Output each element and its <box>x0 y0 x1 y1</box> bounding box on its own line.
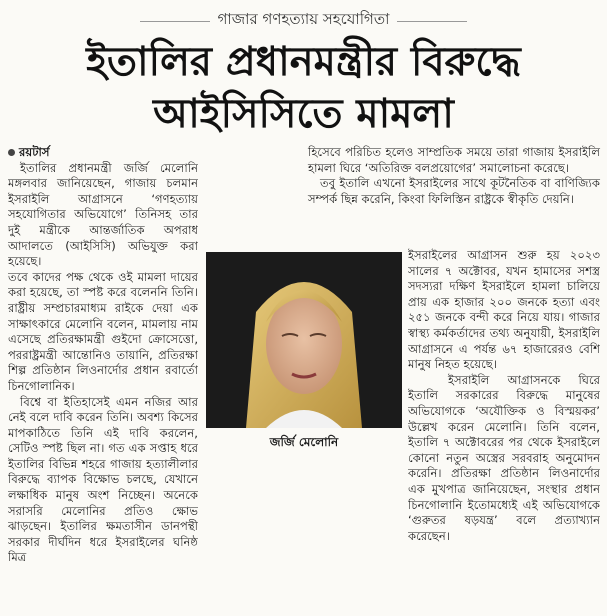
paragraph: বিশ্বে বা ইতিহাসেই এমন নজির আর নেই বলে দাবি করেন তিনি। অবশ্য কিসের মাপকাঠিতে তিনি এই দাবি করলেন, সেটিও স্পষ্ট ছিল না। গত এক সপ্তাহ ধরে ইতালির বিভিন্ন শহরে গাজায় হত্যালীলার বিরুদ্ধে ব্যাপক বিক্ষোভ চলছে, যেখানে লক্ষাধিক মানুষ অংশ নিচ্ছেন। অনেকে সরাসরি মেলোনির প্রতিও ক্ষোভ ঝাড়ছেন। ইতালির ক্ষমতাসীন ডানপন্থী সরকার দীর্ঘদিন ধরে ইসরাইলের ঘনিষ্ঠ মিত্র <box>8 394 198 565</box>
paragraph: তবে কাদের পক্ষ থেকে ওই মামলা দায়ের করা হয়েছে, তা স্পষ্ট করে বলেননি তিনি। রাষ্ট্রীয় সম্প্রচারমাধ্যম রাইকে দেয়া এক সাক্ষাৎকারে মেলোনি বলেন, মামলায় নাম এসেছে প্রতিরক্ষামন্ত্রী গুইদো ক্রোসেত্তো, পররাষ্ট্রমন্ত্রী আন্তোনিও তায়ানি, প্রতিরক্ষা শিল্প প্রতিষ্ঠান লিওনার্দোর প্রধান রবার্তো চিনগোলানিক। <box>8 269 198 393</box>
paragraph: হিসেবে পরিচিত হলেও সাম্প্রতিক সময়ে তারা গাজায় ইসরাইলি হামলা ঘিরে ‘অতিরিক্ত বলপ্রয়োগের’ সমালোচনা করেছে। <box>308 145 600 175</box>
article-top-right <box>308 145 600 207</box>
paragraph: তবু ইতালি এখনো ইসরাইলের সাথে কূটনৈতিক বা বাণিজ্যিক সম্পর্ক ছিন্ন করেনি, কিংবা ফিলিস্তিন রাষ্ট্রকে স্বীকৃতি দেয়নি। <box>308 176 600 206</box>
headline-line-2: আইসিসিতে মামলা <box>153 91 454 137</box>
bullet-icon <box>8 149 15 156</box>
byline <box>8 145 198 161</box>
article-column-3 <box>408 248 600 616</box>
paragraph: ইসরাইলি আগ্রাসনকে ঘিরে ইতালি সরকারের বিরুদ্ধে মানুষের অভিযোগকে ‘অযৌক্তিক ও বিস্ময়কর’ উল্লেখ করেন মেলোনি। তিনি বলেন, ইতালি ৭ অক্টোবরের পর থেকে ইসরাইলে কোনো নতুন অস্ত্রের সরবরাহ অনুমোদন করেনি। প্রতিরক্ষা প্রতিষ্ঠান লিওনার্দোর এক মুখপাত্র জানিয়েছেন, সংস্থার প্রধান চিনগোলানি ইতোমধ্যেই এই অভিযোগকে ‘গুরুতর ষড়যন্ত্র’ বলে প্রত্যাখ্যান করেছেন। <box>408 372 600 543</box>
kicker-text: গাজার গণহত্যায় সহযোগিতা <box>210 10 398 28</box>
portrait-photo <box>206 252 402 428</box>
article-column-1 <box>8 145 198 616</box>
kicker <box>0 8 607 33</box>
headline-line-1: ইতালির প্রধানমন্ত্রীর বিরুদ্ধে <box>86 39 521 85</box>
byline-text: রয়টার্স <box>19 145 50 159</box>
paragraph: ইসরাইলের আগ্রাসন শুরু হয় ২০২৩ সালের ৭ অক্টোবর, যখন হামাসের সশস্ত্র সদস্যরা দক্ষিণ ইসরাইলে হামলা চালিয়ে প্রায় এক হাজার ২০০ জনকে হত্যা এবং ২৫১ জনকে বন্দী করে নিয়ে যায়। গাজার স্বাস্থ্য কর্মকর্তাদের তথ্য অনুযায়ী, ইসরাইলি আগ্রাসনে এ পর্যন্ত ৬৭ হাজারেরও বেশি মানুষ নিহত হয়েছে। <box>408 248 600 372</box>
photo-caption: জর্জি মেলোনি <box>269 435 339 449</box>
paragraph: ইতালির প্রধানমন্ত্রী জর্জি মেলোনি মঙ্গলবার জানিয়েছেন, গাজায় চলমান ইসরাইলি আগ্রাসনে ‘গণহত্যায় সহযোগিতার অভিযোগে’ তিনিসহ তার দুই মন্ত্রীকে আন্তর্জাতিক অপরাধ আদালতে (আইসিসি) অভিযুক্ত করা হয়েছে। <box>8 160 198 269</box>
portrait-image <box>206 252 402 428</box>
